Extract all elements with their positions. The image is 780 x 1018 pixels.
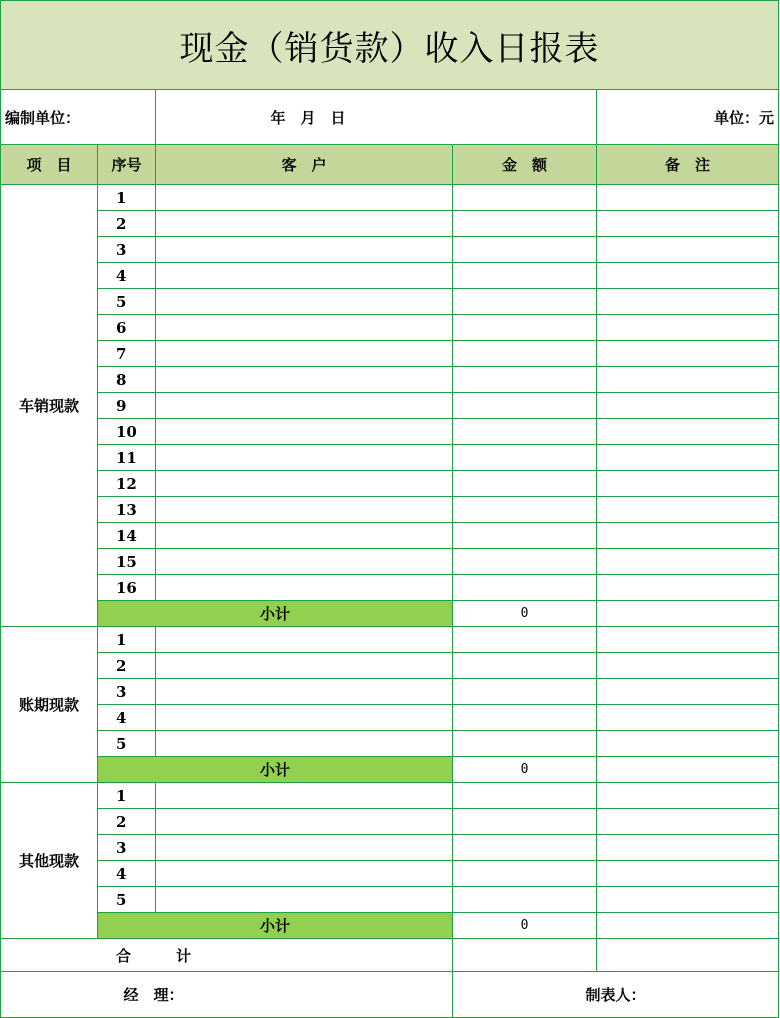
- row-seq-number: 1: [98, 185, 156, 211]
- customer-cell[interactable]: [156, 445, 453, 471]
- amount-cell[interactable]: [453, 341, 597, 367]
- table-row: [1, 627, 779, 653]
- note-cell[interactable]: [597, 679, 779, 705]
- customer-cell[interactable]: [156, 341, 453, 367]
- customer-cell[interactable]: [156, 523, 453, 549]
- customer-cell[interactable]: [156, 731, 453, 757]
- customer-cell[interactable]: [156, 393, 453, 419]
- amount-cell[interactable]: [453, 783, 597, 809]
- table-row: [1, 315, 779, 341]
- table-row: [1, 185, 779, 211]
- amount-cell[interactable]: [453, 549, 597, 575]
- amount-cell[interactable]: [453, 835, 597, 861]
- table-row: [1, 263, 779, 289]
- note-cell[interactable]: [597, 887, 779, 913]
- grand-total-note[interactable]: [597, 939, 779, 972]
- amount-cell[interactable]: [453, 237, 597, 263]
- subtotal-row: [1, 757, 779, 783]
- table-row: [1, 783, 779, 809]
- table-row: [1, 497, 779, 523]
- amount-cell[interactable]: [453, 679, 597, 705]
- row-seq-number: 1: [98, 627, 156, 653]
- note-cell[interactable]: [597, 497, 779, 523]
- amount-cell[interactable]: [453, 887, 597, 913]
- row-seq-number: 4: [98, 705, 156, 731]
- table-row: [1, 653, 779, 679]
- table-row: [1, 445, 779, 471]
- customer-cell[interactable]: [156, 497, 453, 523]
- row-seq-number: 9: [98, 393, 156, 419]
- note-cell[interactable]: [597, 419, 779, 445]
- note-cell[interactable]: [597, 809, 779, 835]
- customer-cell[interactable]: [156, 705, 453, 731]
- table-row: [1, 809, 779, 835]
- row-seq-number: 7: [98, 341, 156, 367]
- note-cell[interactable]: [597, 627, 779, 653]
- row-seq-number: 5: [98, 887, 156, 913]
- customer-cell[interactable]: [156, 315, 453, 341]
- note-cell[interactable]: [597, 471, 779, 497]
- row-seq-number: 2: [98, 211, 156, 237]
- row-seq-number: 14: [98, 523, 156, 549]
- subtotal-note[interactable]: [597, 601, 779, 627]
- note-cell[interactable]: [597, 705, 779, 731]
- amount-cell[interactable]: [453, 809, 597, 835]
- subtotal-label: 小计: [98, 601, 453, 627]
- row-seq-number: 12: [98, 471, 156, 497]
- date-label[interactable]: 年 月 日: [156, 90, 597, 145]
- table-row: [1, 471, 779, 497]
- column-header-amount: 金 额: [453, 145, 597, 185]
- amount-cell[interactable]: [453, 471, 597, 497]
- customer-cell[interactable]: [156, 835, 453, 861]
- customer-cell[interactable]: [156, 627, 453, 653]
- row-seq-number: 5: [98, 289, 156, 315]
- customer-cell[interactable]: [156, 679, 453, 705]
- row-seq-number: 3: [98, 237, 156, 263]
- amount-cell[interactable]: [453, 861, 597, 887]
- customer-cell[interactable]: [156, 263, 453, 289]
- amount-cell[interactable]: [453, 497, 597, 523]
- column-header-customer: 客 户: [156, 145, 453, 185]
- column-header-seq: 序号: [98, 145, 156, 185]
- subtotal-row: [1, 913, 779, 939]
- customer-cell[interactable]: [156, 549, 453, 575]
- row-seq-number: 1: [98, 783, 156, 809]
- amount-cell[interactable]: [453, 705, 597, 731]
- subtotal-amount[interactable]: 0: [453, 757, 597, 783]
- table-row: [1, 679, 779, 705]
- subtotal-amount[interactable]: 0: [453, 913, 597, 939]
- note-cell[interactable]: [597, 367, 779, 393]
- amount-cell[interactable]: [453, 315, 597, 341]
- table-row: [1, 575, 779, 601]
- customer-cell[interactable]: [156, 211, 453, 237]
- amount-cell[interactable]: [453, 653, 597, 679]
- row-seq-number: 13: [98, 497, 156, 523]
- amount-cell[interactable]: [453, 393, 597, 419]
- table-row: [1, 523, 779, 549]
- amount-cell[interactable]: [453, 263, 597, 289]
- grand-total-label: 合 计: [1, 939, 453, 972]
- customer-cell[interactable]: [156, 653, 453, 679]
- amount-cell[interactable]: [453, 289, 597, 315]
- note-cell[interactable]: [597, 575, 779, 601]
- report-title: 现金（销货款）收入日报表: [1, 1, 779, 90]
- row-seq-number: 3: [98, 835, 156, 861]
- customer-cell[interactable]: [156, 237, 453, 263]
- note-cell[interactable]: [597, 783, 779, 809]
- amount-cell[interactable]: [453, 575, 597, 601]
- customer-cell[interactable]: [156, 289, 453, 315]
- table-row: [1, 835, 779, 861]
- note-cell[interactable]: [597, 445, 779, 471]
- amount-cell[interactable]: [453, 731, 597, 757]
- column-header-item: 项 目: [1, 145, 98, 185]
- table-row: [1, 887, 779, 913]
- grand-total-amount[interactable]: [453, 939, 597, 972]
- amount-cell[interactable]: [453, 367, 597, 393]
- note-cell[interactable]: [597, 731, 779, 757]
- row-seq-number: 3: [98, 679, 156, 705]
- customer-cell[interactable]: [156, 575, 453, 601]
- table-row: [1, 237, 779, 263]
- table-row: [1, 341, 779, 367]
- column-header-note: 备 注: [597, 145, 779, 185]
- note-cell[interactable]: [597, 237, 779, 263]
- row-seq-number: 16: [98, 575, 156, 601]
- row-seq-number: 10: [98, 419, 156, 445]
- customer-cell[interactable]: [156, 861, 453, 887]
- table-row: [1, 289, 779, 315]
- amount-cell[interactable]: [453, 523, 597, 549]
- subtotal-label: 小计: [98, 757, 453, 783]
- customer-cell[interactable]: [156, 471, 453, 497]
- subtotal-label: 小计: [98, 913, 453, 939]
- subtotal-note[interactable]: [597, 913, 779, 939]
- preparer-label[interactable]: 制表人：: [453, 972, 779, 1018]
- note-cell[interactable]: [597, 653, 779, 679]
- table-row: [1, 705, 779, 731]
- row-seq-number: 2: [98, 809, 156, 835]
- subtotal-row: [1, 601, 779, 627]
- table-row: [1, 211, 779, 237]
- amount-cell[interactable]: [453, 419, 597, 445]
- unit-label: 单位：元: [597, 90, 779, 145]
- customer-cell[interactable]: [156, 783, 453, 809]
- row-seq-number: 4: [98, 861, 156, 887]
- note-cell[interactable]: [597, 861, 779, 887]
- group-label: 车销现款: [1, 185, 98, 627]
- row-seq-number: 6: [98, 315, 156, 341]
- note-cell[interactable]: [597, 549, 779, 575]
- group-label: 其他现款: [1, 783, 98, 939]
- table-row: [1, 367, 779, 393]
- row-seq-number: 2: [98, 653, 156, 679]
- row-seq-number: 8: [98, 367, 156, 393]
- row-seq-number: 4: [98, 263, 156, 289]
- amount-cell[interactable]: [453, 211, 597, 237]
- customer-cell[interactable]: [156, 367, 453, 393]
- manager-label[interactable]: 经 理：: [1, 972, 453, 1018]
- note-cell[interactable]: [597, 315, 779, 341]
- note-cell[interactable]: [597, 263, 779, 289]
- row-seq-number: 5: [98, 731, 156, 757]
- subtotal-amount[interactable]: 0: [453, 601, 597, 627]
- table-row: [1, 731, 779, 757]
- amount-cell[interactable]: [453, 445, 597, 471]
- note-cell[interactable]: [597, 211, 779, 237]
- table-row: [1, 419, 779, 445]
- note-cell[interactable]: [597, 185, 779, 211]
- customer-cell[interactable]: [156, 419, 453, 445]
- amount-cell[interactable]: [453, 627, 597, 653]
- row-seq-number: 11: [98, 445, 156, 471]
- row-seq-number: 15: [98, 549, 156, 575]
- note-cell[interactable]: [597, 289, 779, 315]
- org-label[interactable]: 编制单位：: [1, 90, 156, 145]
- subtotal-note[interactable]: [597, 757, 779, 783]
- table-row: [1, 393, 779, 419]
- note-cell[interactable]: [597, 835, 779, 861]
- table-row: [1, 861, 779, 887]
- note-cell[interactable]: [597, 523, 779, 549]
- group-label: 账期现款: [1, 627, 98, 783]
- table-row: [1, 549, 779, 575]
- amount-cell[interactable]: [453, 185, 597, 211]
- customer-cell[interactable]: [156, 887, 453, 913]
- note-cell[interactable]: [597, 341, 779, 367]
- customer-cell[interactable]: [156, 809, 453, 835]
- customer-cell[interactable]: [156, 185, 453, 211]
- note-cell[interactable]: [597, 393, 779, 419]
